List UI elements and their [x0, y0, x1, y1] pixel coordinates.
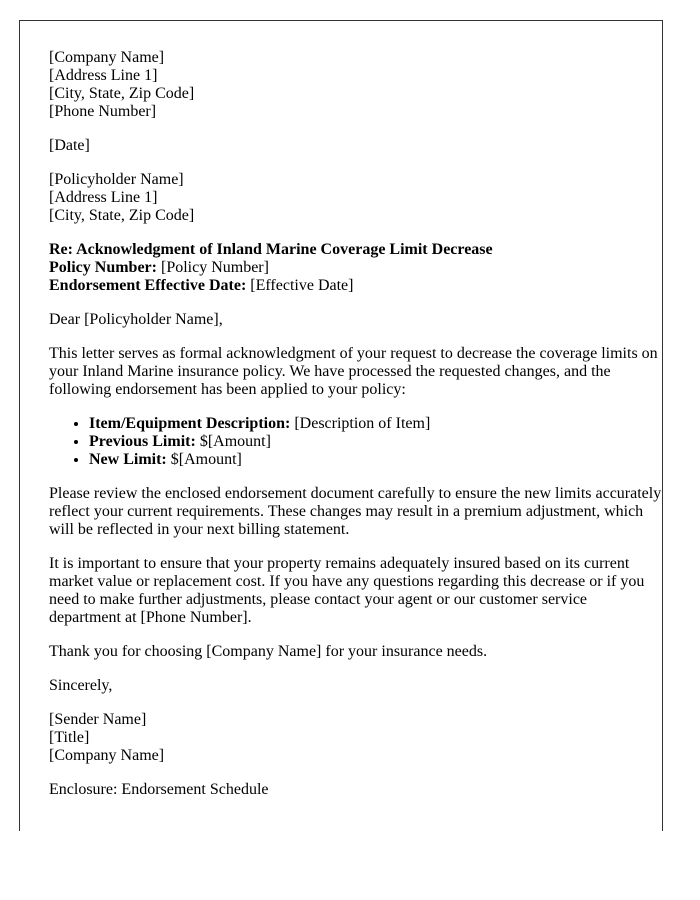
paragraph-insured: It is important to ensure that your property remains adequately insured based on its current market value or replacement cost. If you have any questions regarding this decrease or if you need to make further adjustments, please contact your agent or our customer service department at [Phone Number].	[49, 555, 645, 626]
paragraph-intro: This letter serves as formal acknowledgment of your request to decrease the coverage limits on your Inland Marine insurance policy. We have processed the requested changes, and the following endorsement has been applied to your policy:	[49, 345, 658, 398]
paragraph-review: Please review the enclosed endorsement document carefully to ensure the new limits accurately reflect your current requirements. These changes may result in a premium adjustment, which will be reflected in your next billing statement.	[49, 485, 662, 538]
sender-title: [Title]	[49, 729, 90, 746]
item-value: $[Amount]	[166, 451, 242, 468]
paragraph-thanks: Thank you for choosing [Company Name] for your insurance needs.	[49, 643, 488, 660]
list-item	[89, 433, 662, 451]
policy-number-label: Policy Number:	[49, 259, 157, 276]
item-label: New Limit:	[89, 451, 167, 468]
enclosure: Enclosure: Endorsement Schedule	[49, 781, 269, 798]
item-label: Previous Limit:	[89, 433, 196, 450]
sender-block	[49, 49, 662, 121]
recipient-city: [City, State, Zip Code]	[49, 207, 195, 224]
signature-company: [Company Name]	[49, 747, 165, 764]
list-item	[89, 451, 662, 469]
effective-date-value: [Effective Date]	[246, 277, 354, 294]
sender-phone: [Phone Number]	[49, 103, 157, 120]
recipient-address: [Address Line 1]	[49, 189, 158, 206]
salutation: Dear [Policyholder Name],	[49, 311, 223, 328]
letter-date: [Date]	[49, 137, 90, 154]
subject-line: Re: Acknowledgment of Inland Marine Coverage Limit Decrease	[49, 241, 493, 258]
recipient-name: [Policyholder Name]	[49, 171, 184, 188]
sender-city: [City, State, Zip Code]	[49, 85, 195, 102]
sender-name: [Sender Name]	[49, 711, 147, 728]
list-item	[89, 415, 662, 433]
policy-number-value: [Policy Number]	[156, 259, 269, 276]
sender-company: [Company Name]	[49, 49, 165, 66]
item-value: $[Amount]	[195, 433, 271, 450]
closing: Sincerely,	[49, 677, 113, 694]
letter-page	[19, 20, 663, 831]
effective-date-label: Endorsement Effective Date:	[49, 277, 247, 294]
item-label: Item/Equipment Description:	[89, 415, 291, 432]
subject-block	[49, 241, 662, 295]
item-value: [Description of Item]	[290, 415, 431, 432]
endorsement-list	[49, 415, 662, 469]
sender-address: [Address Line 1]	[49, 67, 158, 84]
signature-block	[49, 711, 662, 765]
recipient-block	[49, 171, 662, 225]
